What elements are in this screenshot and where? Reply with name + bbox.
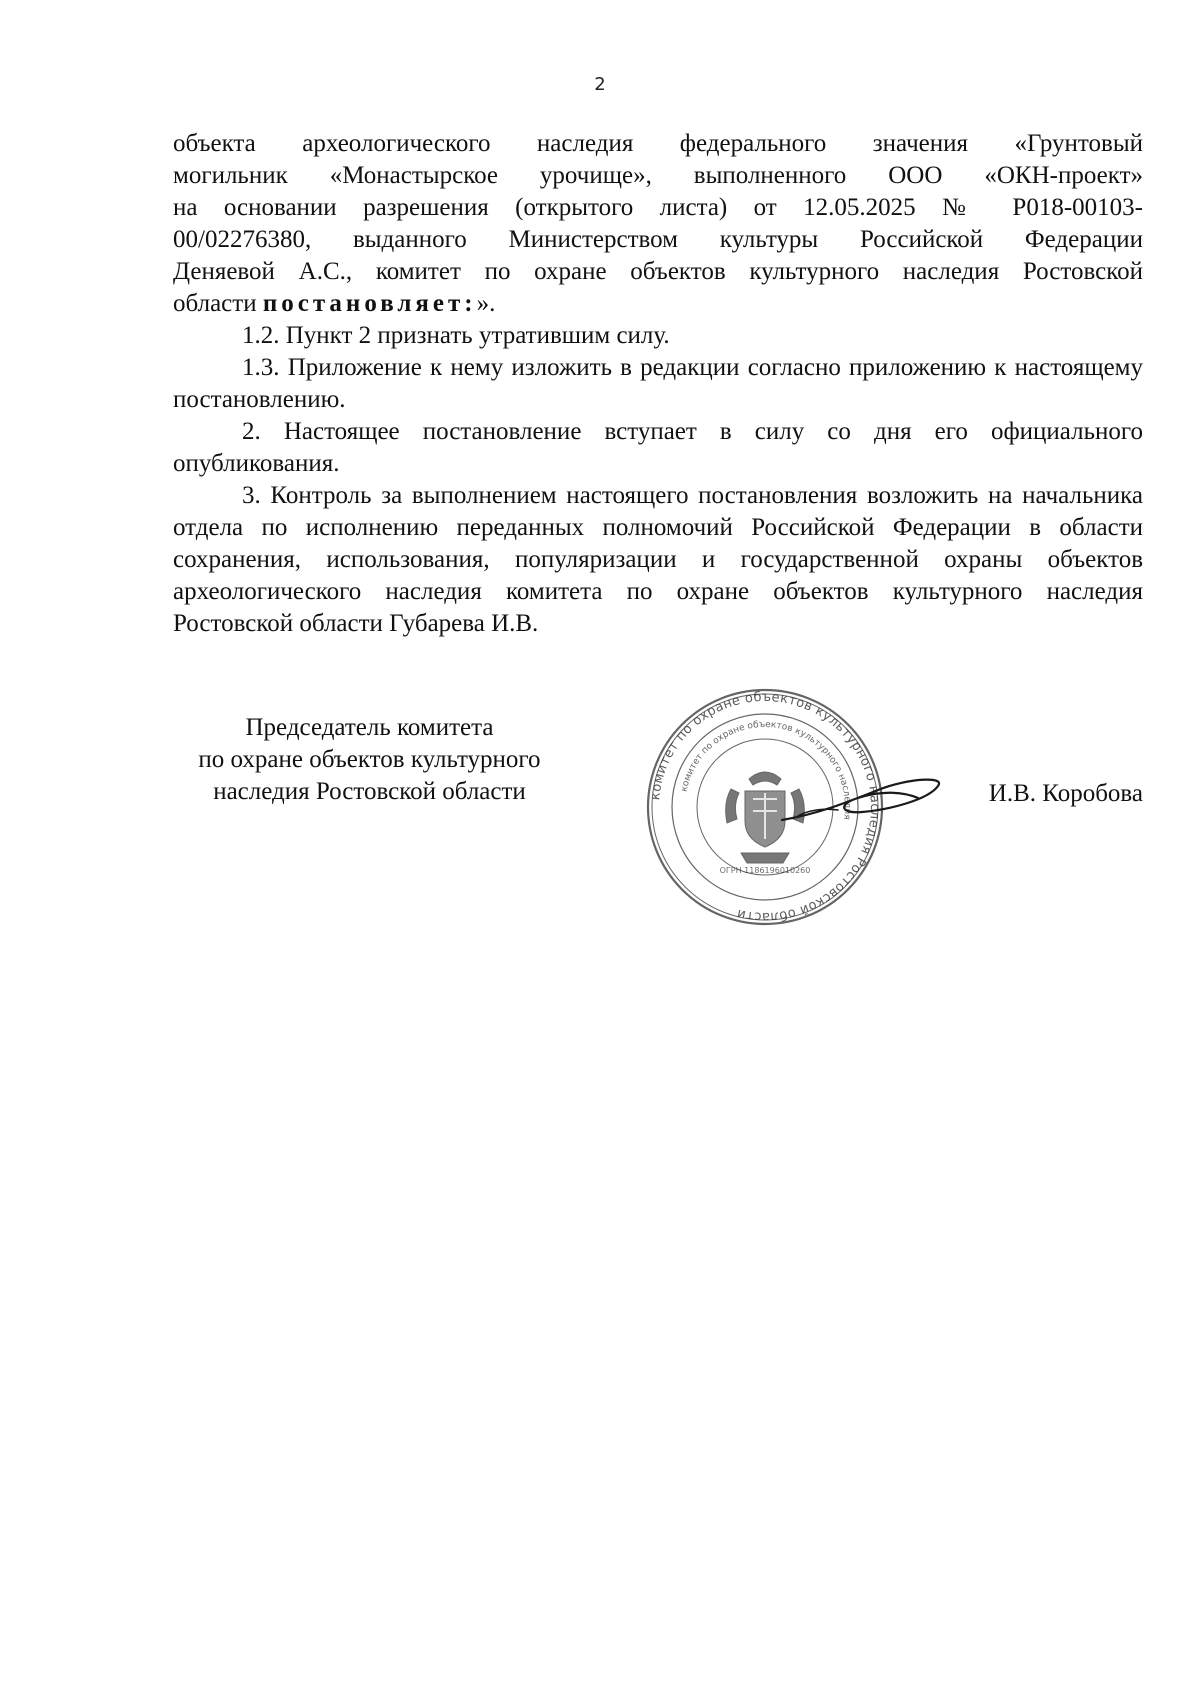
signatory-name: И.В. Коробова <box>988 780 1143 807</box>
lead-line: объекта археологического наследия федерального значения «Грунтовый <box>173 130 1143 157</box>
position-line: наследия Ростовской области <box>213 778 526 805</box>
lead-line: на основании разрешения (открытого листа) от 12.05.2025 № Р018-00103- <box>173 194 1143 221</box>
lead-last-line <box>173 288 1143 320</box>
clause-1-3: 1.3. Приложение к нему изложить в редакции согласно приложению к настоящему постановлению. <box>173 354 1143 413</box>
resolution-keyword: постановляет: <box>262 290 477 317</box>
lead-line: Деняевой А.С., комитет по охране объектов культурного наследия Ростовской <box>173 258 1143 285</box>
document-body <box>173 128 1143 640</box>
lead-line: могильник «Монастырское урочище», выполненного ООО «ОКН-проект» <box>173 162 1143 189</box>
lead-line: 00/02276380, выданного Министерством культуры Российской Федерации <box>173 226 1143 253</box>
position-line: Председатель комитета <box>245 714 494 741</box>
position-line: по охране объектов культурного <box>198 746 541 773</box>
clause-3: 3. Контроль за выполнением настоящего постановления возложить на начальника отдела по исполнению переданных полномочий Российской Федерации в области сохранения, использования, популяризации и государственной охраны объектов археологического наследия комитета по охране объектов культурного наследия Ростовской области Губарева И.В. <box>173 482 1143 637</box>
lead-last-prefix: области <box>173 290 263 317</box>
clause-2: 2. Настоящее постановление вступает в силу со дня его официального опубликования. <box>173 418 1143 477</box>
lead-last-suffix: ». <box>476 290 496 317</box>
seal-inner-text: комитет по охране объектов культурного наследия <box>679 719 853 821</box>
signatory-position <box>173 712 566 808</box>
clause-1-2: 1.2. Пункт 2 признать утратившим силу. <box>242 322 670 349</box>
handwritten-signature <box>778 772 948 832</box>
lead-paragraph <box>173 128 1143 320</box>
seal-registration-number: ОГРН 1186196010260 <box>719 866 811 875</box>
seal-outer-text: комитет по охране объектов культурного наследия Ростовской области <box>648 689 883 925</box>
page-number: 2 <box>594 74 606 95</box>
